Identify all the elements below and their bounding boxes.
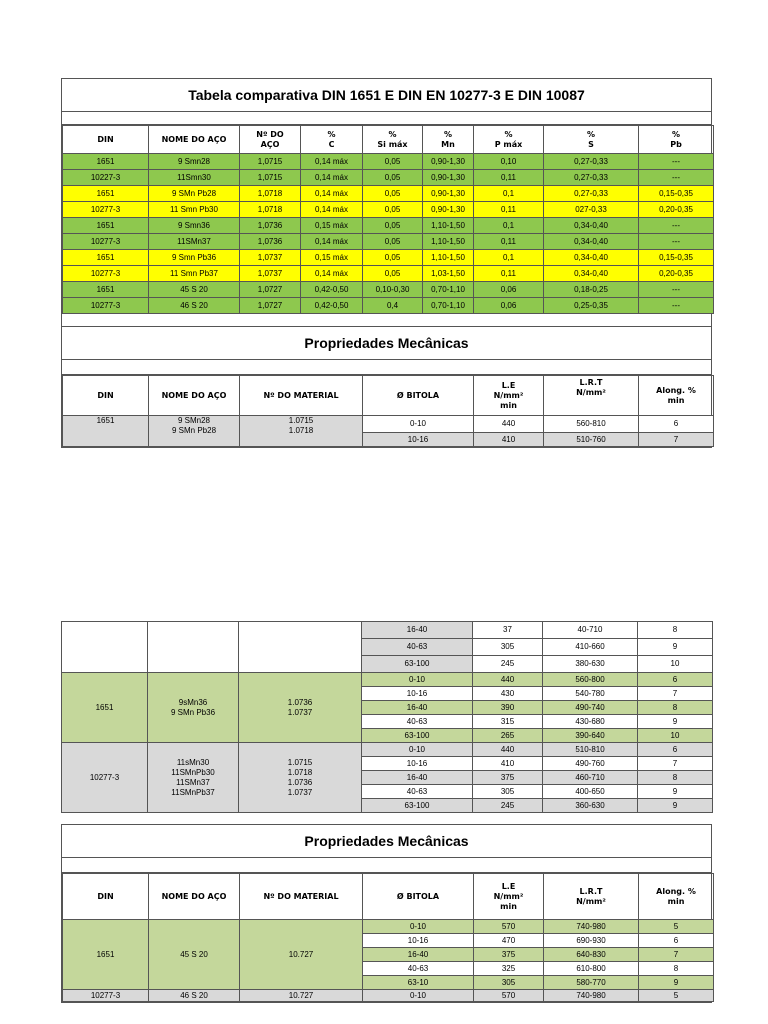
s-cell: 0,27-0,33 [544,186,639,202]
s-cell: 0,27-0,33 [544,154,639,170]
bitola-cell: 16-40 [362,622,473,639]
le-cell: 470 [474,934,544,948]
along-cell: 9 [639,976,714,990]
nome-cell: 11Smn30 [149,170,240,186]
si-cell: 0,05 [363,266,423,282]
mech-table-1 [62,375,714,447]
p-cell: 0,10 [474,154,544,170]
along-cell: 10 [638,729,713,743]
mech-header-row [63,376,714,416]
no-aco-cell: 1,0718 [240,202,301,218]
si-cell: 0,05 [363,186,423,202]
pb-cell: --- [639,298,714,314]
spacer-row [62,360,711,375]
nome-cell: 46 S 20 [149,298,240,314]
header-c: % C [301,126,363,154]
table-row [63,990,714,1002]
along-cell: 9 [638,639,713,656]
bitola-cell: 16-40 [362,771,473,785]
along-cell: 5 [639,920,714,934]
lrt-cell: 740-980 [544,990,639,1002]
le-cell: 305 [473,639,543,656]
mn-cell: 0,90-1,30 [423,186,474,202]
header-s: % S [544,126,639,154]
lrt-cell: 510-760 [544,433,639,447]
din-cell: 1651 [63,282,149,298]
table-row [63,920,714,934]
table-row [63,234,714,250]
along-cell: 8 [638,771,713,785]
mech-header-lrt: L.R.T N/mm² [544,874,639,920]
along-cell: 7 [638,757,713,771]
s-cell: 0,18-0,25 [544,282,639,298]
p-cell: 0,06 [474,282,544,298]
c-cell: 0,14 máx [301,234,363,250]
along-cell: 10 [638,656,713,673]
bitola-cell: 63-100 [362,799,473,813]
p-cell: 0,1 [474,250,544,266]
no-aco-cell: 1,0715 [240,154,301,170]
pb-cell: 0,15-0,35 [639,250,714,266]
continuation-table [61,621,713,813]
si-cell: 0,05 [363,170,423,186]
le-cell: 440 [473,673,543,687]
mech-header-le: L.E N/mm² min [474,376,544,416]
bitola-cell: 40-63 [362,785,473,799]
c-cell: 0,42-0,50 [301,282,363,298]
along-cell: 8 [639,962,714,976]
nome-cell: 11SMn37 [149,234,240,250]
mech-header-nome: NOME DO AÇO [149,874,240,920]
bitola-cell: 40-63 [363,962,474,976]
table-row [63,266,714,282]
mn-cell: 0,90-1,30 [423,170,474,186]
din-cell: 1651 [63,154,149,170]
bitola-cell: 0-10 [362,743,473,757]
mn-cell: 0,90-1,30 [423,202,474,218]
pb-cell: --- [639,234,714,250]
mn-cell: 0,70-1,10 [423,282,474,298]
lrt-cell: 640-830 [544,948,639,962]
lrt-cell: 490-740 [543,701,638,715]
group-din: 1651 [63,920,149,990]
mech-properties-section-2 [61,824,712,1003]
le-cell: 315 [473,715,543,729]
lrt-cell: 380-630 [543,656,638,673]
comparison-body [63,154,714,314]
le-cell: 410 [474,433,544,447]
material-cell: 10.727 [240,990,363,1002]
nome-cell: 9 Smn Pb36 [149,250,240,266]
group-material: 10.727 [240,920,363,990]
le-cell: 265 [473,729,543,743]
le-cell: 375 [474,948,544,962]
mech-header-din: DIN [63,874,149,920]
along-cell: 7 [638,687,713,701]
pb-cell: --- [639,154,714,170]
continuation-table-section [61,621,712,813]
pb-cell: 0,20-0,35 [639,266,714,282]
nome-cell [148,622,239,673]
table-row [63,416,714,433]
nome-cell: 11 Smn Pb37 [149,266,240,282]
mech-header-along: Along. % min [639,874,714,920]
nome-cell: 11 Smn Pb30 [149,202,240,218]
si-cell: 0,10-0,30 [363,282,423,298]
le-cell: 410 [473,757,543,771]
nome-cell: 9 Smn36 [149,218,240,234]
mech-header-row [63,874,714,920]
pb-cell: --- [639,218,714,234]
no-aco-cell: 1,0737 [240,266,301,282]
bitola-cell: 16-40 [362,701,473,715]
spacer-row [62,858,711,873]
bitola-cell: 0-10 [363,990,474,1002]
lrt-cell: 360-630 [543,799,638,813]
s-cell: 027-0,33 [544,202,639,218]
table-row [63,282,714,298]
along-cell: 7 [639,948,714,962]
si-cell: 0,05 [363,218,423,234]
table-row [62,622,713,639]
din-cell: 10277-3 [63,266,149,282]
table-row [63,202,714,218]
p-cell: 0,1 [474,218,544,234]
mech-header-din: DIN [63,376,149,416]
lrt-cell: 510-810 [543,743,638,757]
bitola-cell: 10-16 [362,687,473,701]
group-nome: 9sMn36 9 SMn Pb36 [148,673,239,743]
table-row [63,218,714,234]
lrt-cell: 410-660 [543,639,638,656]
along-cell: 9 [638,715,713,729]
table-row [63,298,714,314]
din-cell: 10277-3 [63,990,149,1002]
le-cell: 570 [474,920,544,934]
no-aco-cell: 1,0727 [240,282,301,298]
along-cell: 6 [639,934,714,948]
mech-header-along: Along. % min [639,376,714,416]
mech-header-bitola: Ø BITOLA [363,376,474,416]
pb-cell: --- [639,170,714,186]
header-no-aco: Nº DO AÇO [240,126,301,154]
c-cell: 0,15 máx [301,218,363,234]
comparison-header-row [63,126,714,154]
table-row [62,743,713,757]
header-mn: % Mn [423,126,474,154]
bitola-cell: 10-16 [363,433,474,447]
table-row [63,186,714,202]
s-cell: 0,25-0,35 [544,298,639,314]
table-row [63,154,714,170]
group-din: 10277-3 [62,743,148,813]
mech-properties-title-1: Propriedades Mecânicas [62,327,711,360]
mech-header-bitola: Ø BITOLA [363,874,474,920]
along-cell: 9 [638,785,713,799]
le-cell: 245 [473,656,543,673]
along-cell: 6 [638,673,713,687]
along-cell: 7 [639,433,714,447]
along-cell: 5 [639,990,714,1002]
bitola-cell: 10-16 [363,934,474,948]
lrt-cell: 460-710 [543,771,638,785]
lrt-cell: 610-800 [544,962,639,976]
lrt-cell: 390-640 [543,729,638,743]
bitola-cell: 63-10 [363,976,474,990]
mn-cell: 1,10-1,50 [423,234,474,250]
si-cell: 0,4 [363,298,423,314]
group-din: 1651 [63,416,149,447]
bitola-cell: 63-100 [362,656,473,673]
bitola-cell: 0-10 [363,920,474,934]
c-cell: 0,14 máx [301,154,363,170]
mech-header-material: Nº DO MATERIAL [240,376,363,416]
continuation-body [62,622,713,813]
s-cell: 0,34-0,40 [544,250,639,266]
lrt-cell: 490-760 [543,757,638,771]
header-si: % Si máx [363,126,423,154]
header-nome: NOME DO AÇO [149,126,240,154]
p-cell: 0,11 [474,234,544,250]
header-din: DIN [63,126,149,154]
mech-table-2-body [63,920,714,1002]
group-din: 1651 [62,673,148,743]
lrt-cell: 690-930 [544,934,639,948]
table-row [63,250,714,266]
mech-properties-title-2: Propriedades Mecânicas [62,825,711,858]
c-cell: 0,14 máx [301,266,363,282]
s-cell: 0,34-0,40 [544,218,639,234]
le-cell: 375 [473,771,543,785]
s-cell: 0,27-0,33 [544,170,639,186]
p-cell: 0,06 [474,298,544,314]
spacer-row [62,314,711,327]
din-cell: 1651 [63,218,149,234]
c-cell: 0,14 máx [301,186,363,202]
spacer-row [62,112,711,125]
along-cell: 6 [639,416,714,433]
along-cell: 8 [638,701,713,715]
along-cell: 8 [638,622,713,639]
group-material: 1.0736 1.0737 [239,673,362,743]
group-nome: 45 S 20 [149,920,240,990]
pb-cell: 0,15-0,35 [639,186,714,202]
s-cell: 0,34-0,40 [544,234,639,250]
no-aco-cell: 1,0715 [240,170,301,186]
p-cell: 0,1 [474,186,544,202]
material-cell [239,622,362,673]
si-cell: 0,05 [363,202,423,218]
mn-cell: 0,90-1,30 [423,154,474,170]
din-cell [62,622,148,673]
table-row [62,673,713,687]
bitola-cell: 0-10 [362,673,473,687]
mech-header-nome: NOME DO AÇO [149,376,240,416]
bitola-cell: 16-40 [363,948,474,962]
group-nome: 9 SMn28 9 SMn Pb28 [149,416,240,447]
pb-cell: 0,20-0,35 [639,202,714,218]
le-cell: 390 [473,701,543,715]
le-cell: 570 [474,990,544,1002]
p-cell: 0,11 [474,266,544,282]
lrt-cell: 740-980 [544,920,639,934]
along-cell: 6 [638,743,713,757]
group-material: 1.0715 1.0718 [240,416,363,447]
comparison-table-title: Tabela comparativa DIN 1651 E DIN EN 10277-3 E DIN 10087 [62,79,711,112]
din-cell: 1651 [63,250,149,266]
din-cell: 10277-3 [63,234,149,250]
comparison-table-section [61,78,712,448]
le-cell: 37 [473,622,543,639]
le-cell: 440 [473,743,543,757]
pb-cell: --- [639,282,714,298]
table-row [63,170,714,186]
din-cell: 10277-3 [63,298,149,314]
bitola-cell: 0-10 [363,416,474,433]
no-aco-cell: 1,0736 [240,234,301,250]
c-cell: 0,15 máx [301,250,363,266]
mn-cell: 1,10-1,50 [423,250,474,266]
nome-cell: 9 Smn28 [149,154,240,170]
nome-cell: 9 SMn Pb28 [149,186,240,202]
lrt-cell: 580-770 [544,976,639,990]
mn-cell: 1,03-1,50 [423,266,474,282]
lrt-cell: 40-710 [543,622,638,639]
header-pb: % Pb [639,126,714,154]
no-aco-cell: 1,0727 [240,298,301,314]
din-cell: 10227-3 [63,170,149,186]
nome-cell: 46 S 20 [149,990,240,1002]
lrt-cell: 540-780 [543,687,638,701]
c-cell: 0,42-0,50 [301,298,363,314]
bitola-cell: 40-63 [362,715,473,729]
le-cell: 440 [474,416,544,433]
bitola-cell: 10-16 [362,757,473,771]
le-cell: 245 [473,799,543,813]
lrt-cell: 560-810 [544,416,639,433]
comparison-table [62,125,714,314]
nome-cell: 45 S 20 [149,282,240,298]
no-aco-cell: 1,0718 [240,186,301,202]
mech-header-lrt: L.R.T N/mm² [544,376,639,416]
le-cell: 305 [474,976,544,990]
mech-table-2 [62,873,714,1002]
bitola-cell: 63-100 [362,729,473,743]
si-cell: 0,05 [363,154,423,170]
mech-header-le: L.E N/mm² min [474,874,544,920]
p-cell: 0,11 [474,202,544,218]
along-cell: 9 [638,799,713,813]
mn-cell: 0,70-1,10 [423,298,474,314]
si-cell: 0,05 [363,250,423,266]
mn-cell: 1,10-1,50 [423,218,474,234]
p-cell: 0,11 [474,170,544,186]
no-aco-cell: 1,0737 [240,250,301,266]
le-cell: 305 [473,785,543,799]
c-cell: 0,14 máx [301,170,363,186]
lrt-cell: 400-650 [543,785,638,799]
bitola-cell: 40-63 [362,639,473,656]
le-cell: 430 [473,687,543,701]
si-cell: 0,05 [363,234,423,250]
din-cell: 1651 [63,186,149,202]
lrt-cell: 430-680 [543,715,638,729]
mech-header-material: Nº DO MATERIAL [240,874,363,920]
le-cell: 325 [474,962,544,976]
s-cell: 0,34-0,40 [544,266,639,282]
header-p: % P máx [474,126,544,154]
c-cell: 0,14 máx [301,202,363,218]
din-cell: 10277-3 [63,202,149,218]
group-material: 1.0715 1.0718 1.0736 1.0737 [239,743,362,813]
no-aco-cell: 1,0736 [240,218,301,234]
group-nome: 11sMn30 11SMnPb30 11SMn37 11SMnPb37 [148,743,239,813]
lrt-cell: 560-800 [543,673,638,687]
